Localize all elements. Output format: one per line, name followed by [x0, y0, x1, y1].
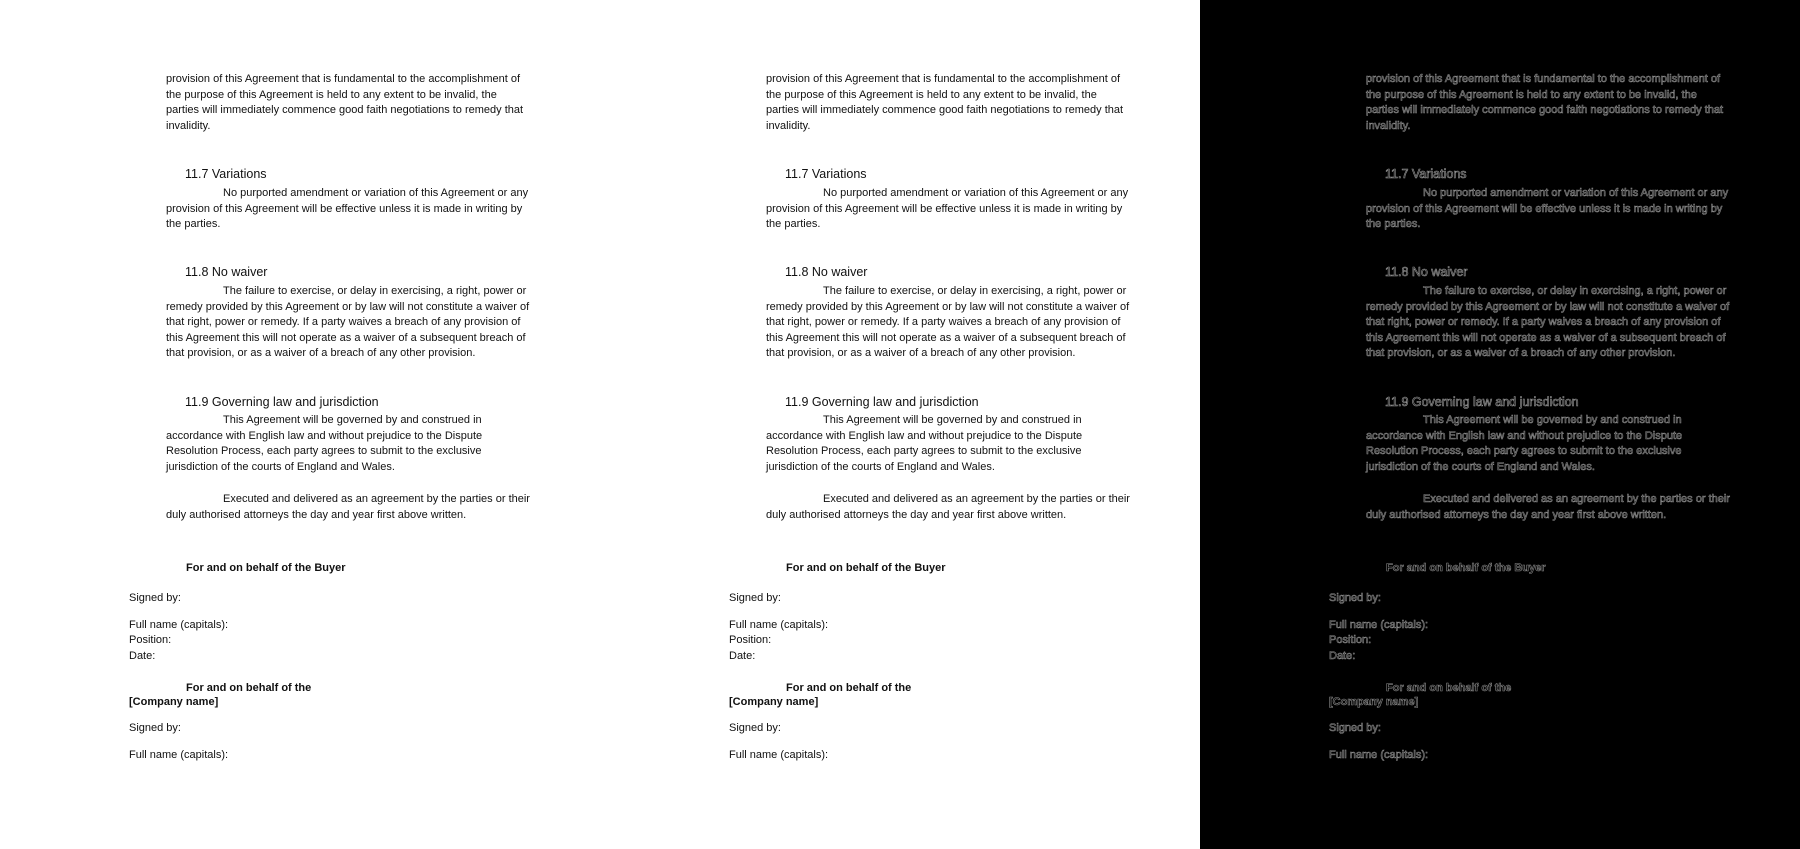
company-name-placeholder: [Company name] [729, 696, 819, 708]
company-signed-by-label: Signed by: [129, 722, 181, 734]
company-full-name-label: Full name (capitals): [1329, 749, 1429, 761]
company-name-placeholder: [Company name] [1329, 696, 1419, 708]
heading-variations: 11.7 Variations [1385, 167, 1467, 181]
buyer-signature-heading: For and on behalf of the Buyer [786, 562, 946, 574]
paragraph-executed: Executed and delivered as an agreement by the parties or their duly authorised attorneys the day and year first above written. [1366, 493, 1730, 521]
paragraph-invalidity: provision of this Agreement that is fundamental to the accomplishment of the purpose of this Agreement is held to any extent to be invalid, the parties will immediately commence good faith negotiations to remedy that invalidity. [766, 73, 1124, 132]
buyer-full-name-label: Full name (capitals): [1329, 619, 1429, 631]
paragraph-governing-law: This Agreement will be governed by and construed in accordance with English law and without prejudice to the Dispute Resolution Process, each party agrees to submit to the exclusive jurisdiction of the courts of England and Wales. [166, 414, 483, 473]
paragraph-invalidity: provision of this Agreement that is fundamental to the accomplishment of the purpose of this Agreement is held to any extent to be invalid, the parties will immediately commence good faith negotiations to remedy that invalidity. [1366, 73, 1724, 132]
document-page-original [0, 0, 600, 849]
buyer-signed-by-label: Signed by: [1329, 592, 1381, 604]
buyer-signature-heading: For and on behalf of the Buyer [186, 562, 346, 574]
buyer-date-label: Date: [1329, 650, 1356, 662]
paragraph-no-waiver: The failure to exercise, or delay in exercising, a right, power or remedy provided by this Agreement or by law will not constitute a waiver of that right, power or remedy. If a party waives a breach of any provision of this Agreement this will not operate as a waiver of a subsequent breach of that provision, or as a waiver of a breach of any other provision. [1366, 285, 1730, 359]
paragraph-governing-law: This Agreement will be governed by and construed in accordance with English law and without prejudice to the Dispute Resolution Process, each party agrees to submit to the exclusive jurisdiction of the courts of England and Wales. [1366, 414, 1683, 473]
document-content [600, 0, 1200, 849]
document-page-copy [600, 0, 1200, 849]
heading-variations: 11.7 Variations [185, 167, 267, 181]
paragraph-variations: No purported amendment or variation of this Agreement or any provision of this Agreement will be effective unless it is made in writing by the parties. [166, 187, 529, 230]
company-signature-heading: For and on behalf of the [786, 682, 912, 694]
buyer-signature-heading: For and on behalf of the Buyer [1386, 562, 1546, 574]
buyer-signed-by-label: Signed by: [129, 592, 181, 604]
company-signed-by-label: Signed by: [729, 722, 781, 734]
paragraph-executed: Executed and delivered as an agreement by the parties or their duly authorised attorneys the day and year first above written. [766, 493, 1130, 521]
paragraph-no-waiver: The failure to exercise, or delay in exercising, a right, power or remedy provided by this Agreement or by law will not constitute a waiver of that right, power or remedy. If a party waives a breach of any provision of this Agreement this will not operate as a waiver of a subsequent breach of that provision, or as a waiver of a breach of any other provision. [166, 285, 530, 359]
buyer-position-label: Position: [129, 634, 172, 646]
buyer-signed-by-label: Signed by: [729, 592, 781, 604]
buyer-full-name-label: Full name (capitals): [129, 619, 229, 631]
paragraph-invalidity: provision of this Agreement that is fundamental to the accomplishment of the purpose of this Agreement is held to any extent to be invalid, the parties will immediately commence good faith negotiations to remedy that invalidity. [166, 73, 524, 132]
heading-governing-law: 11.9 Governing law and jurisdiction [1385, 395, 1579, 409]
company-full-name-label: Full name (capitals): [729, 749, 829, 761]
buyer-date-label: Date: [729, 650, 756, 662]
document-content [0, 0, 600, 849]
paragraph-executed: Executed and delivered as an agreement by the parties or their duly authorised attorneys the day and year first above written. [166, 493, 530, 521]
company-signature-heading: For and on behalf of the [186, 682, 312, 694]
paragraph-governing-law: This Agreement will be governed by and construed in accordance with English law and without prejudice to the Dispute Resolution Process, each party agrees to submit to the exclusive jurisdiction of the courts of England and Wales. [766, 414, 1083, 473]
company-signature-heading: For and on behalf of the [1386, 682, 1512, 694]
company-signed-by-label: Signed by: [1329, 722, 1381, 734]
heading-no-waiver: 11.8 No waiver [785, 265, 868, 279]
paragraph-no-waiver: The failure to exercise, or delay in exercising, a right, power or remedy provided by this Agreement or by law will not constitute a waiver of that right, power or remedy. If a party waives a breach of any provision of this Agreement this will not operate as a waiver of a subsequent breach of that provision, or as a waiver of a breach of any other provision. [766, 285, 1130, 359]
heading-variations: 11.7 Variations [785, 167, 867, 181]
document-content [1200, 0, 1800, 849]
buyer-position-label: Position: [1329, 634, 1372, 646]
paragraph-variations: No purported amendment or variation of this Agreement or any provision of this Agreement will be effective unless it is made in writing by the parties. [766, 187, 1129, 230]
company-full-name-label: Full name (capitals): [129, 749, 229, 761]
heading-governing-law: 11.9 Governing law and jurisdiction [185, 395, 379, 409]
company-name-placeholder: [Company name] [129, 696, 219, 708]
paragraph-variations: No purported amendment or variation of this Agreement or any provision of this Agreement will be effective unless it is made in writing by the parties. [1366, 187, 1729, 230]
heading-no-waiver: 11.8 No waiver [1385, 265, 1468, 279]
heading-no-waiver: 11.8 No waiver [185, 265, 268, 279]
buyer-position-label: Position: [729, 634, 772, 646]
buyer-full-name-label: Full name (capitals): [729, 619, 829, 631]
heading-governing-law: 11.9 Governing law and jurisdiction [785, 395, 979, 409]
buyer-date-label: Date: [129, 650, 156, 662]
document-page-edge-map [1200, 0, 1800, 849]
